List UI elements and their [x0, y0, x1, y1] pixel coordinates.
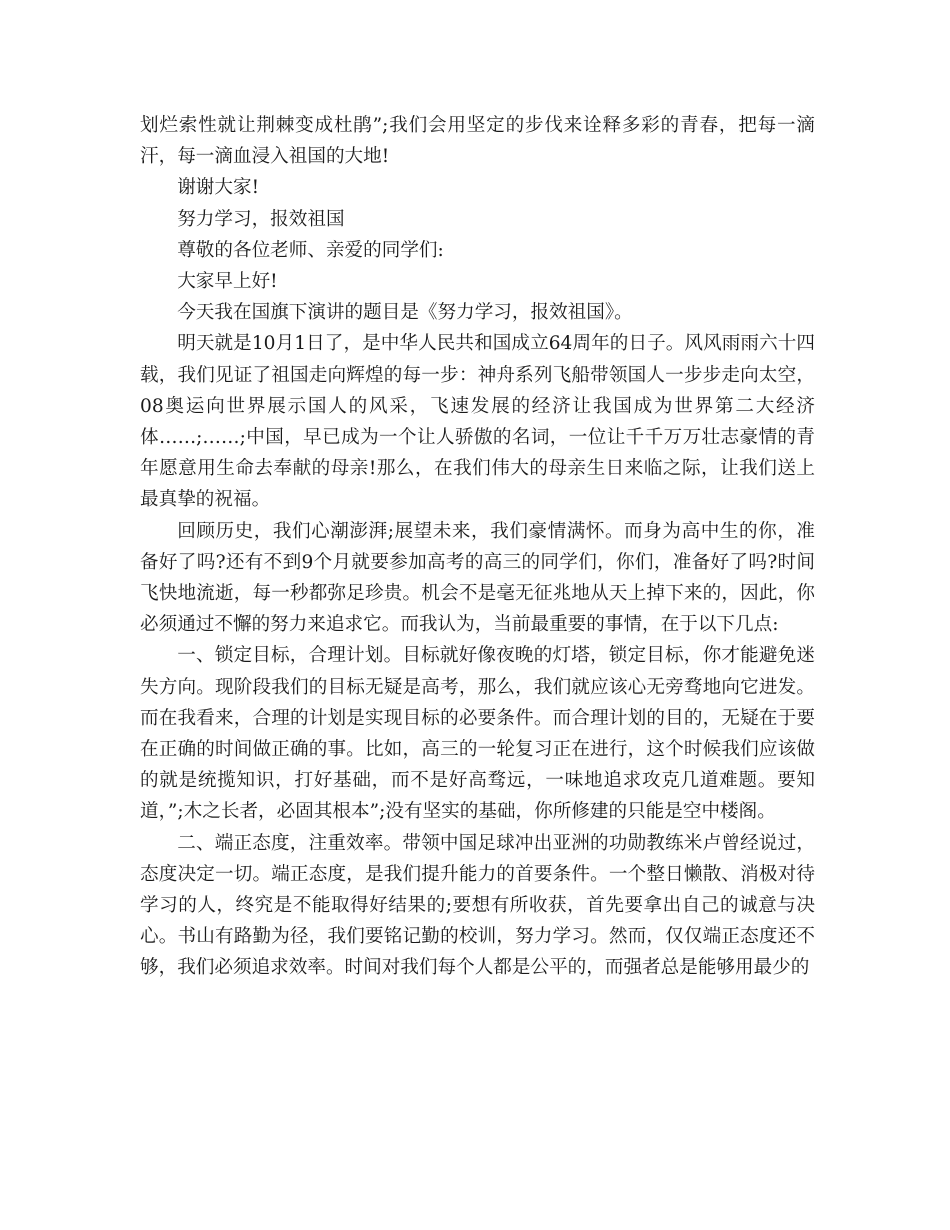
paragraph-continued: 划烂索性就让荆棘变成杜鹃”;我们会用坚定的步伐来诠释多彩的青春，把每一滴汗，每一滴血浸入祖国的大地! — [140, 115, 815, 168]
paragraph-topic: 今天我在国旗下演讲的题目是《努力学习，报效祖国》。 — [177, 302, 633, 324]
salutation: 尊敬的各位老师、亲爱的同学们: — [177, 239, 444, 261]
paragraph-thanks: 谢谢大家! — [177, 177, 260, 199]
document-body — [140, 110, 815, 984]
speech-title: 努力学习，报效祖国 — [177, 208, 345, 230]
paragraph-point-one: 一、锁定目标，合理计划。目标就好像夜晚的灯塔，锁定目标，你才能避免迷失方向。现阶段我们的目标无疑是高考，那么，我们就应该心无旁骛地向它进发。而在我看来，合理的计划是实现目标的必要条件。而合理计划的目的，无疑在于要在正确的时间做正确的事。比如，高三的一轮复习正在进行，这个时候我们应该做的就是统揽知识，打好基础，而不是好高骛远，一味地追求攻克几道难题。要知道，”;木之长者，必固其根本”;没有坚实的基础，你所修建的只能是空中楼阁。 — [140, 645, 815, 823]
greeting: 大家早上好! — [177, 271, 278, 293]
paragraph-point-two: 二、端正态度，注重效率。带领中国足球冲出亚洲的功勋教练米卢曾经说过，态度决定一切。端正态度，是我们提升能力的首要条件。一个整日懒散、消极对待学习的人，终究是不能取得好结果的;要想有所收获，首先要拿出自己的诚意与决心。书山有路勤为径，我们要铭记勤的校训，努力学习。然而，仅仅端正态度还不够，我们必须追求效率。时间对我们每个人都是公平的，而强者总是能够用最少的 — [140, 832, 815, 979]
paragraph-history: 回顾历史，我们心潮澎湃;展望未来，我们豪情满怀。而身为高中生的你，准备好了吗?还有不到9个月就要参加高考的高三的同学们，你们，准备好了吗?时间飞快地流逝，每一秒都弥足珍贵。机会不是毫无征兆地从天上掉下来的，因此，你必须通过不懈的努力来追求它。而我认为，当前最重要的事情，在于以下几点: — [140, 520, 815, 636]
paragraph-anniversary: 明天就是10月1日了，是中华人民共和国成立64周年的日子。风风雨雨六十四载，我们见证了祖国走向辉煌的每一步：神舟系列飞船带领国人一步步走向太空，08奥运向世界展示国人的风采，飞速发展的经济让我国成为世界第二大经济体……;……;中国，早已成为一个让人骄傲的名词，一位让千千万万壮志豪情的青年愿意用生命去奉献的母亲!那么，在我们伟大的母亲生日来临之际，让我们送上最真挚的祝福。 — [140, 333, 815, 511]
